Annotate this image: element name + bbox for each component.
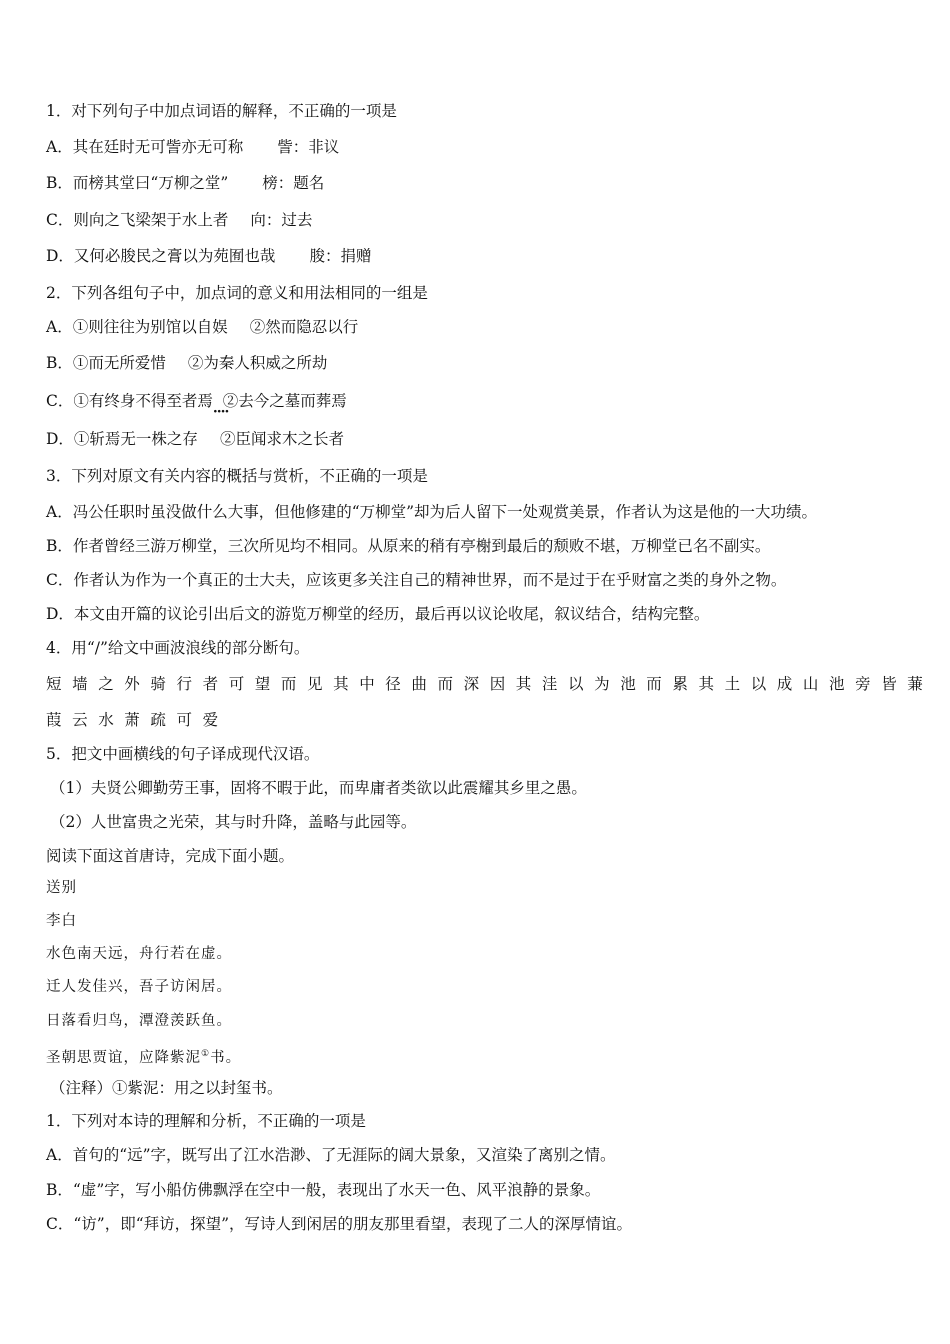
- q1-option-b-gloss: 榜：题名: [262, 174, 325, 192]
- q2-option-d-second: ②臣闻求木之长者: [219, 430, 344, 448]
- q3-option-b: B．作者曾经三游万柳堂，三次所见均不相同。从原来的稍有亭榭到最后的颓败不堪，万柳堂已名不副实。: [46, 537, 771, 555]
- q2-option-c: [46, 391, 347, 411]
- q2-option-d-first: D．①斩焉无一株之存: [46, 430, 198, 448]
- q3-stem: 3．下列对原文有关内容的概括与赏析，不正确的一项是: [46, 467, 428, 485]
- pq1-option-c: C．“访”，即“拜访，探望”，写诗人到闲居的朋友那里看望，表现了二人的深厚情谊。: [46, 1215, 633, 1233]
- poem-line-4-end: 书。: [210, 1049, 242, 1066]
- pq1-option-b: B．“虚”字，写小船仿佛飘浮在空中一般，表现出了水天一色、风平浪静的景象。: [46, 1181, 601, 1199]
- q5-stem: 5．把文中画横线的句子译成现代汉语。: [46, 745, 320, 763]
- q1-option-d-text: D．又何必朘民之膏以为苑囿也哉: [46, 247, 276, 265]
- pq1-stem: 1．下列对本诗的理解和分析，不正确的一项是: [46, 1112, 366, 1130]
- q1-option-c-gloss: 向：过去: [250, 211, 313, 229]
- q2-option-b: [46, 353, 327, 373]
- q3-option-d: D．本文由开篇的议论引出后文的游览万柳堂的经历，最后再以议论收尾，叙议结合，结构完整。: [46, 605, 710, 623]
- q2-option-b-second: ②为秦人积威之所劫: [187, 354, 328, 372]
- q1-option-b: [46, 173, 324, 193]
- poem-note: （注释）①紫泥：用之以封玺书。: [50, 1079, 283, 1097]
- q4-passage-line-2: 葭云水萧疏可爱: [46, 711, 229, 729]
- q1-option-d: [46, 246, 371, 266]
- poem-line-4-text: 圣朝思贾谊，应降紫泥: [46, 1049, 201, 1066]
- poem-intro: 阅读下面这首唐诗，完成下面小题。: [46, 847, 295, 865]
- q4-passage-line-1: 短墙之外骑行者可望而见其中径曲而深因其洼以为池而累其土以成山池旁皆蒹: [46, 675, 934, 693]
- q1-option-a: [46, 137, 339, 157]
- emphasis-dots: [213, 391, 223, 411]
- q1-option-c: [46, 210, 312, 230]
- q1-stem: 1．对下列句子中加点词语的解释，不正确的一项是: [46, 102, 397, 120]
- q4-stem: 4．用“/”给文中画波浪线的部分断句。: [46, 639, 310, 657]
- q1-option-c-text: C．则向之飞梁架于水上者: [46, 211, 229, 229]
- q2-option-a-second: ②然而隐忍以行: [249, 318, 359, 336]
- poem-author: 李白: [46, 913, 77, 929]
- q2-option-b-first: B．①而无所爱惜: [46, 354, 166, 372]
- q2-option-a: [46, 317, 358, 337]
- q1-option-d-gloss: 朘：捐赠: [309, 247, 372, 265]
- poem-line-4: [46, 1044, 241, 1068]
- q1-option-b-text: B．而榜其堂曰“万柳之堂”: [46, 174, 229, 192]
- q1-option-a-text: A．其在廷时无可訾亦无可称: [46, 138, 244, 156]
- q3-option-a: A．冯公任职时虽没做什么大事，但他修建的“万柳堂”却为后人留下一处观赏美景，作者认为这是他的一大功绩。: [46, 503, 818, 521]
- q3-option-c: C．作者认为作为一个真正的士大夫，应该更多关注自己的精神世界，而不是过于在乎财富之类的身外之物。: [46, 571, 787, 589]
- q2-option-a-first: A．①则往往为别馆以自娱: [46, 318, 228, 336]
- poem-line-1: 水色南天远，舟行若在虚。: [46, 946, 232, 962]
- poem-line-3: 日落看归鸟，潭澄羡跃鱼。: [46, 1013, 232, 1029]
- q2-option-c-second: ②去今之墓而葬焉: [222, 392, 347, 410]
- q2-option-d: [46, 429, 344, 449]
- q5-item-1: （1）夫贤公卿勤劳王事，固将不暇于此，而卑庸者类欲以此震耀其乡里之愚。: [50, 779, 587, 797]
- footnote-marker: ①: [201, 1049, 211, 1059]
- q1-option-a-gloss: 訾：非议: [277, 138, 340, 156]
- pq1-option-a: A．首句的“远”字，既写出了江水浩渺、了无涯际的阔大景象，又渲染了离别之情。: [46, 1146, 616, 1164]
- poem-line-2: 迁人发佳兴，吾子访闲居。: [46, 979, 232, 995]
- q2-option-c-first: C．①有终身不得至者焉: [46, 392, 213, 410]
- q5-item-2: （2）人世富贵之光荣，其与时升降，盖略与此园等。: [50, 813, 417, 831]
- q2-stem: 2．下列各组句子中，加点词的意义和用法相同的一组是: [46, 284, 428, 302]
- poem-title: 送别: [46, 880, 77, 896]
